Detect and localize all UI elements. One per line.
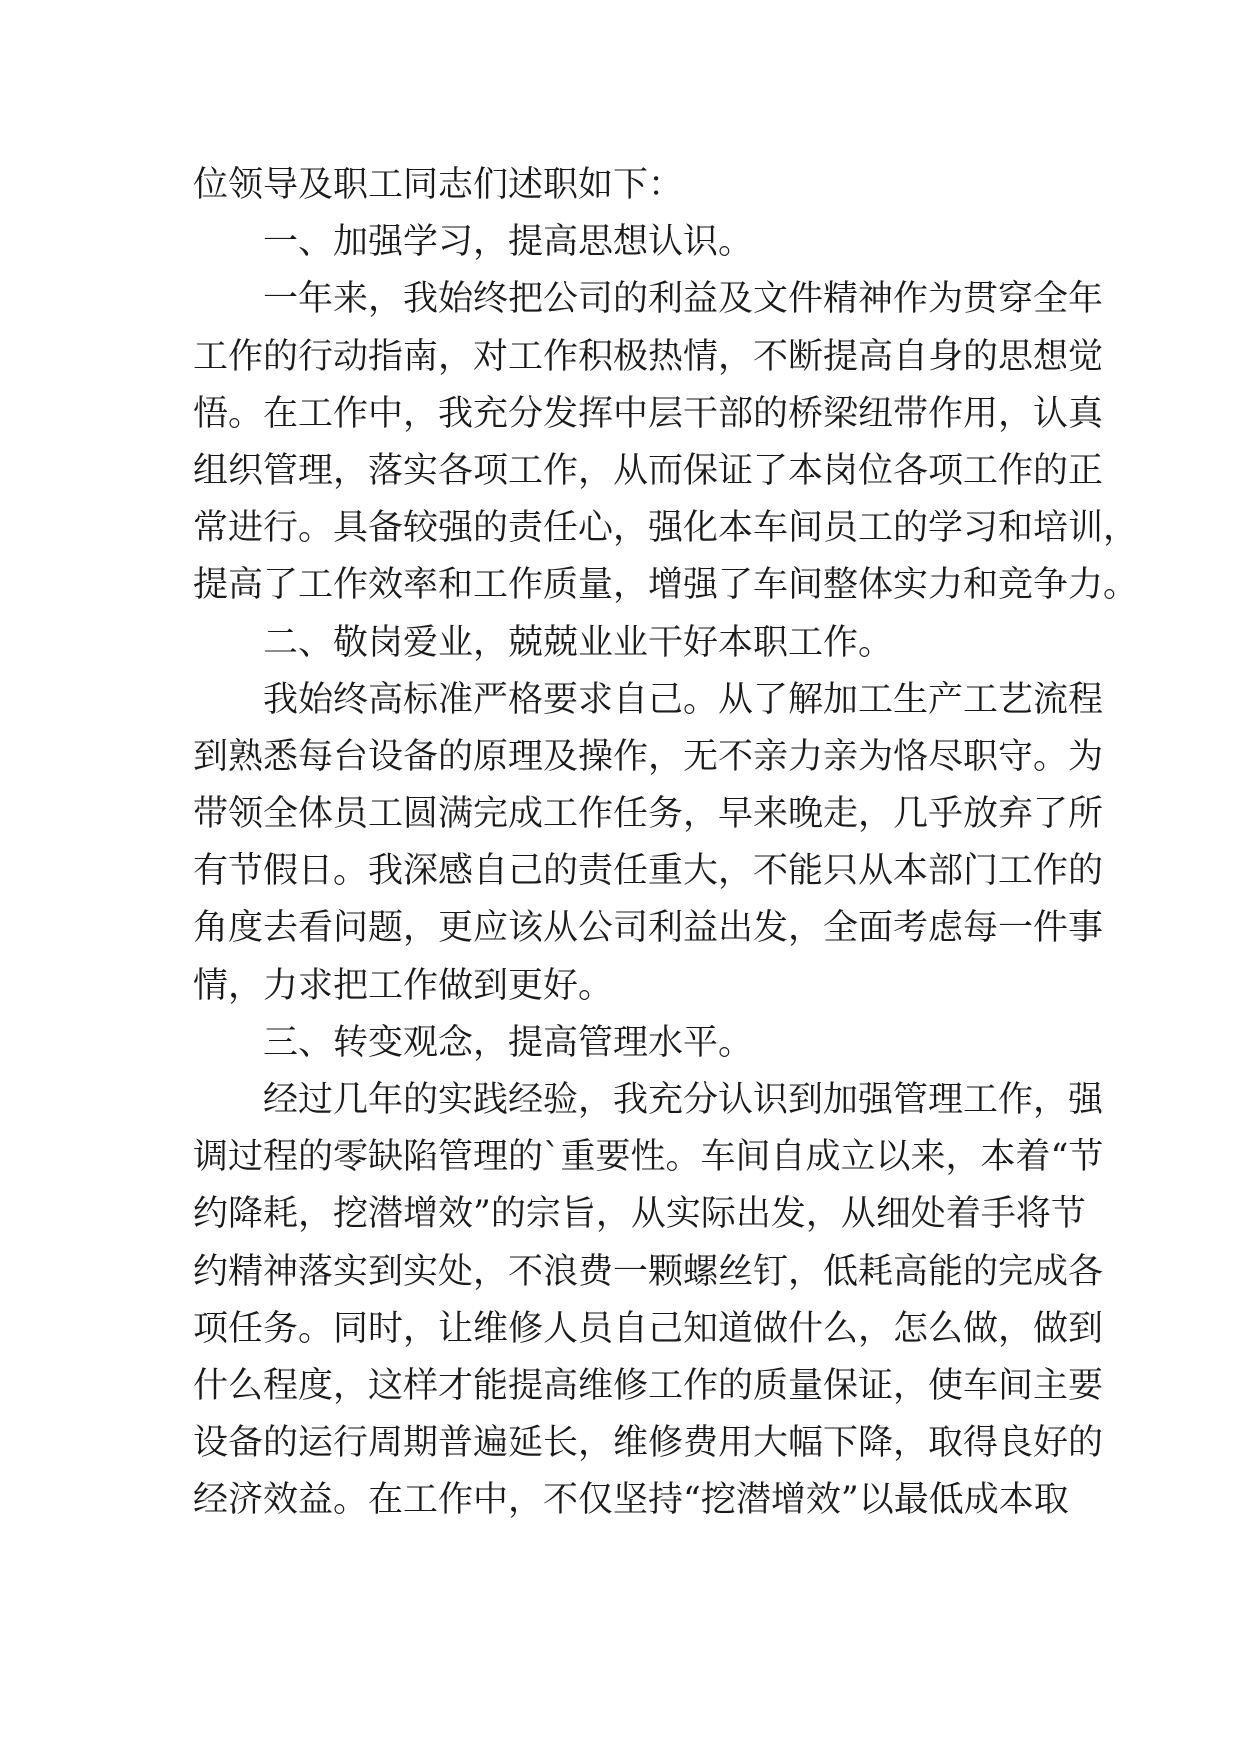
paragraph-line: 角度去看问题，更应该从公司利益出发，全面考虑每一件事: [193, 908, 1104, 949]
paragraph-line: 一年来，我始终把公司的利益及文件精神作为贯穿全年: [263, 279, 1104, 320]
paragraph-line: 约精神落实到实处，不浪费一颗螺丝钉，低耗高能的完成各: [193, 1251, 1104, 1292]
paragraph-line: 悟。在工作中，我充分发挥中层干部的桥梁纽带作用，认真: [193, 393, 1104, 434]
paragraph-line: 约降耗，挖潜增效”的宗旨，从实际出发，从细处着手将节: [193, 1194, 1086, 1235]
document-body: [193, 157, 1139, 1530]
section-heading: 一、加强学习，提高思想认识。: [263, 222, 754, 263]
paragraph-line: 到熟悉每台设备的原理及操作，无不亲力亲为恪尽职守。为: [193, 736, 1104, 777]
section-heading: 三、转变观念，提高管理水平。: [263, 1022, 754, 1063]
paragraph-line: 经过几年的实践经验，我充分认识到加强管理工作，强: [263, 1080, 1104, 1120]
paragraph-line: 工作的行动指南，对工作积极热情，不断提高自身的思想觉: [193, 336, 1104, 377]
paragraph-line: 位领导及职工同志们述职如下：: [193, 165, 684, 205]
section-heading: 二、敬岗爱业，兢兢业业干好本职工作。: [263, 622, 894, 663]
paragraph-line: 常进行。具备较强的责任心，强化本车间员工的学习和培训，: [193, 508, 1139, 549]
paragraph-line: 经济效益。在工作中，不仅坚持“挖潜增效”以最低成本取: [193, 1480, 1069, 1521]
paragraph-line: 调过程的零缺陷管理的`重要性。车间自成立以来，本着“节: [193, 1137, 1104, 1178]
paragraph-line: 我始终高标准严格要求自己。从了解加工生产工艺流程: [263, 679, 1104, 720]
paragraph-line: 什么程度，这样才能提高维修工作的质量保证，使车间主要: [193, 1365, 1104, 1406]
paragraph-line: 有节假日。我深感自己的责任重大，不能只从本部门工作的: [193, 851, 1104, 892]
paragraph-line: 提高了工作效率和工作质量，增强了车间整体实力和竞争力。: [193, 565, 1139, 606]
paragraph-line: 组织管理，落实各项工作，从而保证了本岗位各项工作的正: [193, 450, 1104, 491]
paragraph-line: 情，力求把工作做到更好。: [193, 965, 614, 1006]
paragraph-line: 项任务。同时，让维修人员自己知道做什么，怎么做，做到: [193, 1308, 1104, 1349]
paragraph-line: 带领全体员工圆满完成工作任务，早来晚走，几乎放弃了所: [193, 794, 1104, 835]
paragraph-line: 设备的运行周期普遍延长，维修费用大幅下降，取得良好的: [193, 1423, 1104, 1464]
